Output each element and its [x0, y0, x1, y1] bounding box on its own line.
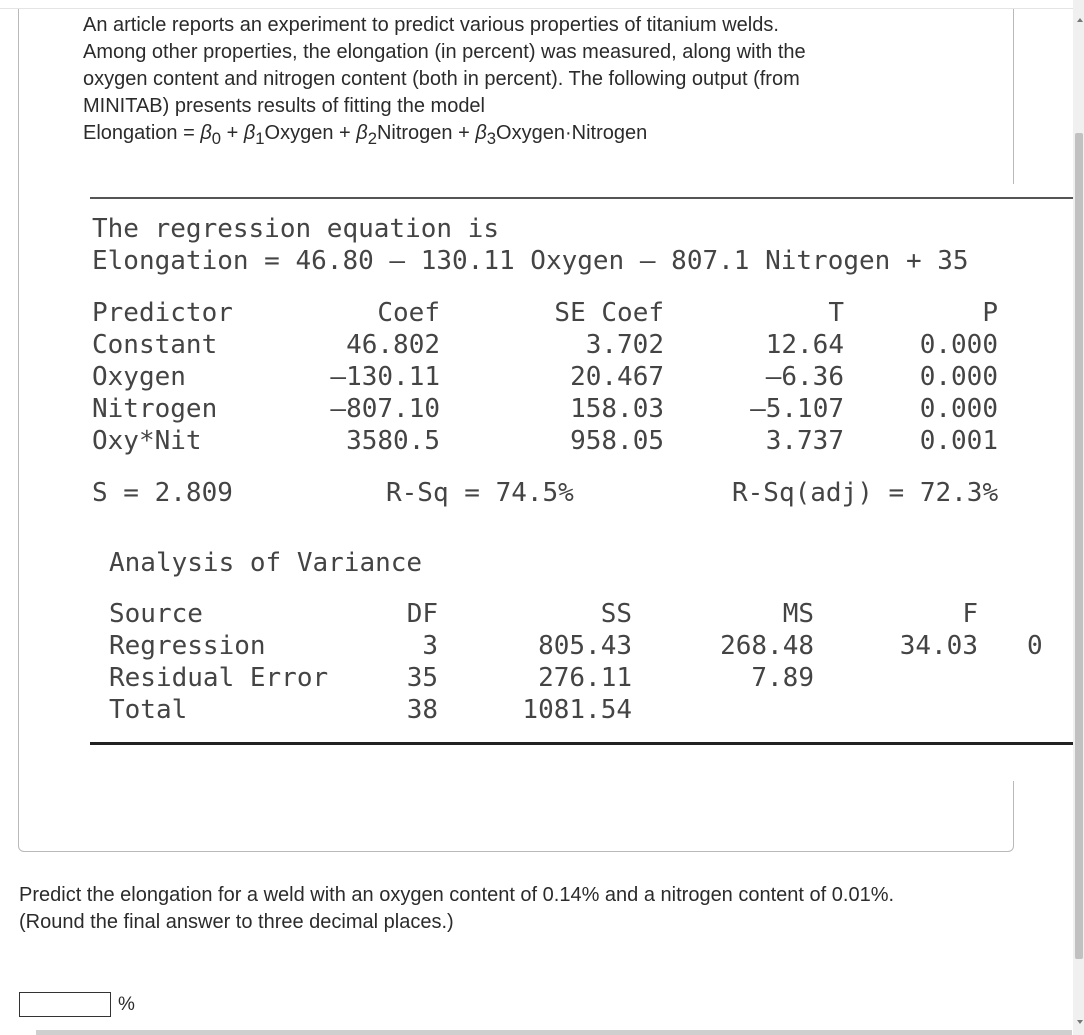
anova-header-source: Source — [109, 599, 203, 629]
predictor-oxygen: Oxygen — [92, 362, 186, 392]
anova-header-ms: MS — [782, 599, 814, 629]
coef-oxynit: 3580.5 — [346, 426, 440, 456]
header-coef: Coef — [377, 298, 440, 328]
regression-equation: Elongation = 46.80 – 130.11 Oxygen – 807.1 Nitrogen + 35 — [92, 246, 969, 276]
header-p: P — [982, 298, 998, 328]
p-oxygen: 0.000 — [919, 362, 998, 392]
scroll-down-arrow-icon[interactable] — [1077, 1020, 1083, 1024]
predictor-nitrogen: Nitrogen — [92, 394, 218, 424]
anova-title: Analysis of Variance — [109, 548, 423, 578]
coef-constant: 46.802 — [346, 330, 440, 360]
anova-source-regression: Regression — [109, 631, 266, 661]
t-oxynit: 3.737 — [765, 426, 844, 456]
anova-df-total: 38 — [406, 695, 438, 725]
anova-f-regression: 34.03 — [899, 631, 978, 661]
anova-header-df: DF — [406, 599, 438, 629]
equation-heading: The regression equation is — [92, 214, 499, 244]
s-value: S = 2.809 — [92, 478, 233, 508]
header-se-coef: SE Coef — [554, 298, 664, 328]
anova-header-ss: SS — [600, 599, 632, 629]
t-nitrogen: –5.107 — [750, 394, 844, 424]
predictor-constant: Constant — [92, 330, 218, 360]
p-nitrogen: 0.000 — [919, 394, 998, 424]
header-t: T — [828, 298, 844, 328]
anova-source-total: Total — [109, 695, 188, 725]
question-line: (Round the final answer to three decimal places.) — [19, 911, 454, 933]
se-oxygen: 20.467 — [570, 362, 664, 392]
r-sq-adj: R-Sq(adj) = 72.3% — [732, 478, 999, 508]
model-equation: Elongation = $\beta_0$ + $\beta_1Oxygen$ + $\beta_2Nitrogen$ + $\beta_3Oxygen\cdot Nitrogen$ — [83, 122, 648, 148]
se-nitrogen: 158.03 — [570, 394, 664, 424]
question-line: Predict the elongation for a weld with an oxygen content of 0.14% and a nitrogen content of 0.01%. — [19, 884, 895, 906]
intro-line: MINITAB) presents results of fitting the model — [83, 95, 486, 117]
r-sq: R-Sq = 74.5% — [386, 478, 574, 508]
anova-df-residual: 35 — [406, 663, 438, 693]
anova-ss-total: 1081.54 — [522, 695, 632, 725]
anova-df-regression: 3 — [422, 631, 438, 661]
question-text — [19, 882, 1059, 936]
intro-line: oxygen content and nitrogen content (both in percent). The following output (from — [83, 68, 800, 90]
anova-ms-regression: 268.48 — [720, 631, 814, 661]
vertical-scrollbar-thumb[interactable] — [1075, 133, 1083, 959]
percent-unit: % — [118, 994, 135, 1015]
anova-ms-residual: 7.89 — [751, 663, 814, 693]
intro-line: An article reports an experiment to predict various properties of titanium welds. — [83, 14, 779, 36]
coef-nitrogen: –807.10 — [330, 394, 440, 424]
t-oxygen: –6.36 — [765, 362, 844, 392]
anova-ss-residual: 276.11 — [538, 663, 632, 693]
horizontal-scrollbar[interactable] — [36, 1030, 1072, 1035]
t-constant: 12.64 — [765, 330, 844, 360]
anova-header-f: F — [962, 599, 978, 629]
se-oxynit: 958.05 — [570, 426, 664, 456]
p-oxynit: 0.001 — [919, 426, 998, 456]
bottom-rule — [90, 742, 1080, 745]
coef-oxygen: –130.11 — [330, 362, 440, 392]
scroll-up-arrow-icon[interactable] — [1077, 18, 1083, 22]
top-rule — [90, 197, 1080, 199]
p-constant: 0.000 — [919, 330, 998, 360]
answer-input[interactable] — [19, 992, 111, 1017]
anova-source-residual: Residual Error — [109, 663, 329, 693]
anova-ss-regression: 805.43 — [538, 631, 632, 661]
intro-line: Among other properties, the elongation (in percent) was measured, along with the — [83, 41, 806, 63]
header-predictor: Predictor — [92, 298, 233, 328]
predictor-oxynit: Oxy*Nit — [92, 426, 202, 456]
anova-p-regression: 0 — [1027, 631, 1043, 661]
se-constant: 3.702 — [585, 330, 664, 360]
